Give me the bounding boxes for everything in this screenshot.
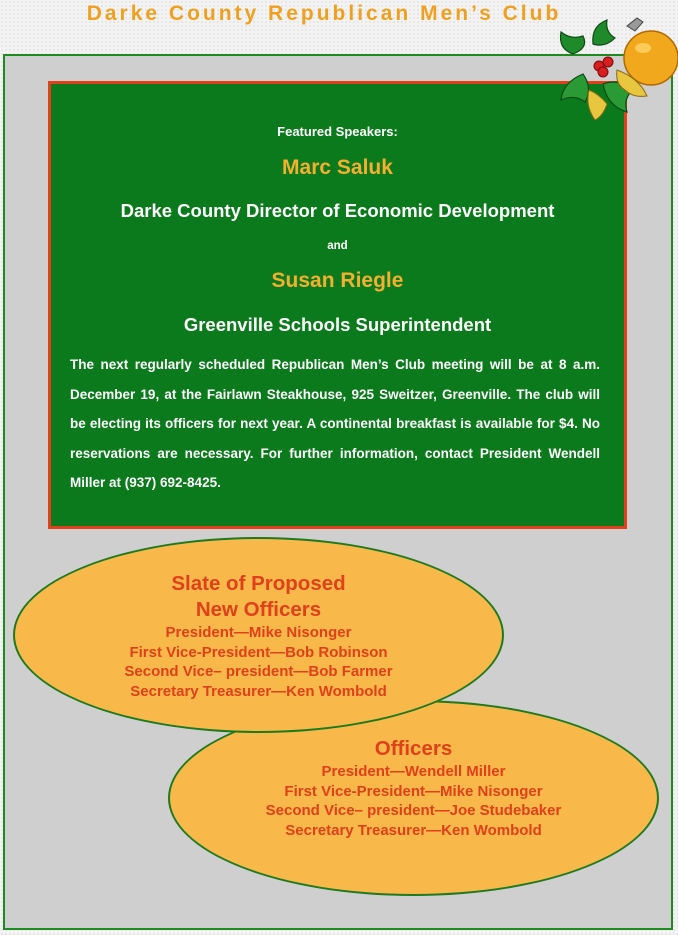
speaker-1-role: Darke County Director of Economic Development (120, 200, 555, 221)
proposed-officer-line: First Vice-President—Bob Robinson (129, 643, 388, 661)
officer-line: Secretary Treasurer—Ken Wombold (285, 821, 542, 839)
proposed-officer-line: President—Mike Nisonger (165, 624, 352, 641)
speaker-1-name: Marc Saluk (282, 156, 393, 179)
officer-line: President—Wendell Miller (321, 763, 506, 780)
speaker-2-role: Greenville Schools Superintendent (183, 314, 492, 335)
proposed-officer-line: Second Vice– president—Bob Farmer (124, 663, 393, 680)
meeting-announcement: The next regularly scheduled Republican Men’s Club meeting will be at 8 a.m. December 19, at the Fairlawn Steakhouse, 925 Sweitzer, Greenville. The club will be electing its officers for next year. A continental breakfast is available for $4. No reservations are necessary. For further information, contact President Wendell Miller at (937) 692-8425. (70, 357, 600, 490)
featured-speakers-heading: Featured Speakers: (277, 124, 398, 139)
officer-line: Second Vice– president—Joe Studebaker (265, 802, 562, 819)
officers-title: Officers (374, 737, 453, 760)
proposed-title-line-2: New Officers (195, 598, 322, 621)
page-title: Darke County Republican Men’s Club (86, 2, 562, 25)
proposed-officer-line: Secretary Treasurer—Ken Wombold (130, 682, 387, 700)
and-text: and (327, 240, 348, 252)
proposed-officers-oval (13, 537, 504, 733)
speaker-2-name: Susan Riegle (271, 269, 404, 292)
officer-line: First Vice-President—Mike Nisonger (284, 782, 543, 800)
featured-speakers-box (48, 81, 627, 529)
holly-ornament-icon (553, 14, 678, 130)
proposed-title-line-1: Slate of Proposed (171, 572, 346, 595)
